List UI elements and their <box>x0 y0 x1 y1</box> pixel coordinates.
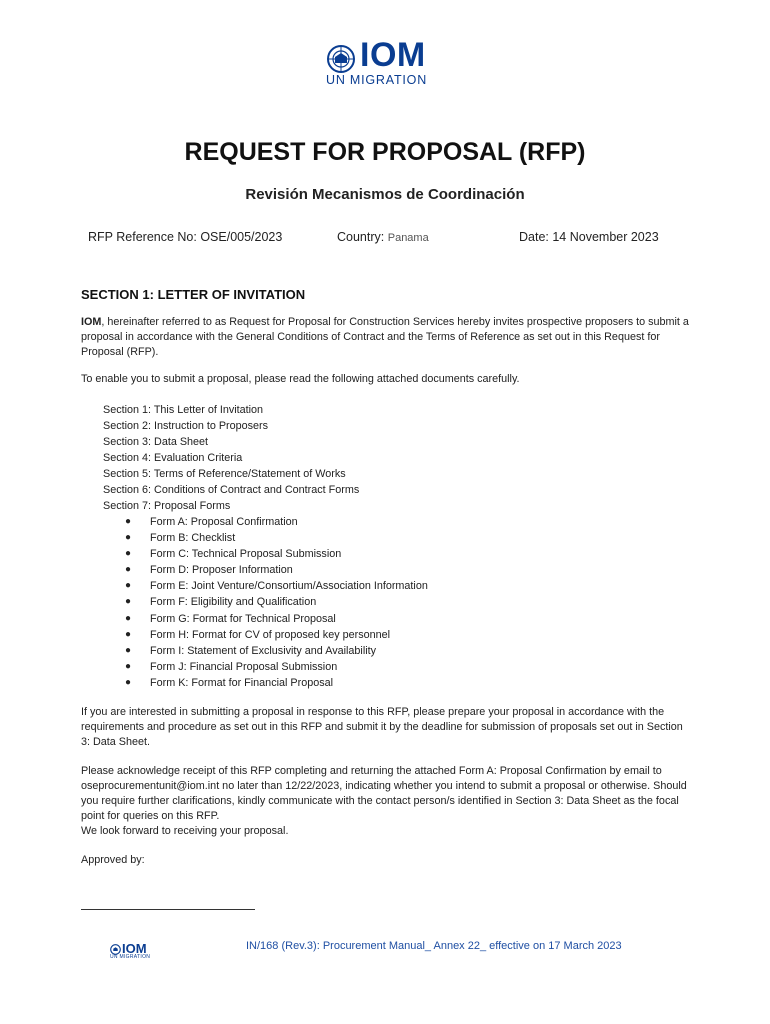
bullet-icon: ● <box>125 644 132 656</box>
list-item: ● Form F: Eligibility and Qualification <box>125 594 428 610</box>
signature-line <box>81 909 255 910</box>
bullet-icon: ● <box>125 564 132 576</box>
country-label: Country: <box>337 230 385 244</box>
intro-text: , hereinafter referred to as Request for Proposal for Construction Services hereby invites prospective proposers to submit a proposal in accordance with the General Conditions of Contract and the Terms of Reference as set out in this Request for Proposal (RFP). <box>81 316 689 358</box>
read-instruction: To enable you to submit a proposal, please read the following attached documents carefully. <box>81 373 520 385</box>
bullet-icon: ● <box>125 580 132 592</box>
country-value: Panama <box>387 232 429 244</box>
rfp-reference: RFP Reference No: OSE/005/2023 <box>88 230 283 244</box>
section-heading: SECTION 1: LETTER OF INVITATION <box>81 287 306 302</box>
intro-org: IOM <box>81 316 102 328</box>
list-item: ● Form A: Proposal Confirmation <box>125 514 428 530</box>
rfp-date: Date: 14 November 2023 <box>519 230 659 244</box>
intro-paragraph <box>81 315 689 360</box>
list-item: ● Form J: Financial Proposal Submission <box>125 659 428 675</box>
bullet-icon: ● <box>125 676 132 688</box>
document-subtitle: Revisión Mecanismos de Coordinación <box>245 186 525 203</box>
list-item: ● Form C: Technical Proposal Submission <box>125 546 428 562</box>
list-item: ● Form D: Proposer Information <box>125 562 428 578</box>
list-item: Section 6: Conditions of Contract and Contract Forms <box>103 484 360 496</box>
closing-line: We look forward to receiving your proposal. <box>81 825 289 837</box>
un-globe-icon <box>326 44 356 74</box>
logo-subtitle: UN MIGRATION <box>326 73 428 87</box>
list-item: Section 2: Instruction to Proposers <box>103 420 269 432</box>
submit-paragraph: If you are interested in submitting a proposal in response to this RFP, please prepare your proposal in accordance with the requirements and procedure as set out in this RFP and submit it by the deadline for submission of proposals set out in Section 3: Data Sheet. <box>81 706 683 748</box>
footer-logo-subtitle: UN MIGRATION <box>110 954 151 960</box>
country-field <box>337 230 429 244</box>
document-title: REQUEST FOR PROPOSAL (RFP) <box>184 138 586 166</box>
list-item: Section 7: Proposal Forms <box>103 500 231 512</box>
bullet-icon: ● <box>125 612 132 624</box>
list-item: ● Form B: Checklist <box>125 530 428 546</box>
list-item: Section 1: This Letter of Invitation <box>103 404 264 416</box>
form-list <box>125 514 428 691</box>
footer-logo-wordmark: IOM <box>122 941 147 956</box>
bullet-icon: ● <box>125 660 132 672</box>
bullet-icon: ● <box>125 628 132 640</box>
footer-reference: IN/168 (Rev.3): Procurement Manual_ Annex 22_ effective on 17 March 2023 <box>246 940 622 952</box>
acknowledge-paragraph: Please acknowledge receipt of this RFP completing and returning the attached Form A: Proposal Confirmation by email to oseprocurementunit@iom.int no later than 12/22/2023, indicating whether you intend to submit a proposal or otherwise. Should you require further clarifications, kindly communicate with the contact person/s identified in Section 3: Data Sheet as the focal point for queries on this RFP. We look forward to receiving your proposal. <box>81 764 689 839</box>
bullet-icon: ● <box>125 596 132 608</box>
list-item: ● Form G: Format for Technical Proposal <box>125 611 428 627</box>
bullet-icon: ● <box>125 532 132 544</box>
list-item: ● Form I: Statement of Exclusivity and Availability <box>125 643 428 659</box>
approved-by-label: Approved by: <box>81 854 145 866</box>
bullet-icon: ● <box>125 516 132 527</box>
footer-iom-logo <box>110 942 160 962</box>
section-list <box>103 402 359 514</box>
iom-logo <box>326 36 446 88</box>
list-item: ● Form K: Format for Financial Proposal <box>125 675 428 691</box>
bullet-icon: ● <box>125 548 132 560</box>
list-item: Section 3: Data Sheet <box>103 436 209 448</box>
list-item: ● Form E: Joint Venture/Consortium/Association Information <box>125 578 428 594</box>
logo-wordmark: IOM <box>360 36 426 74</box>
list-item: Section 4: Evaluation Criteria <box>103 452 243 464</box>
list-item: ● Form H: Format for CV of proposed key personnel <box>125 627 428 643</box>
list-item: Section 5: Terms of Reference/Statement of Works <box>103 468 346 480</box>
